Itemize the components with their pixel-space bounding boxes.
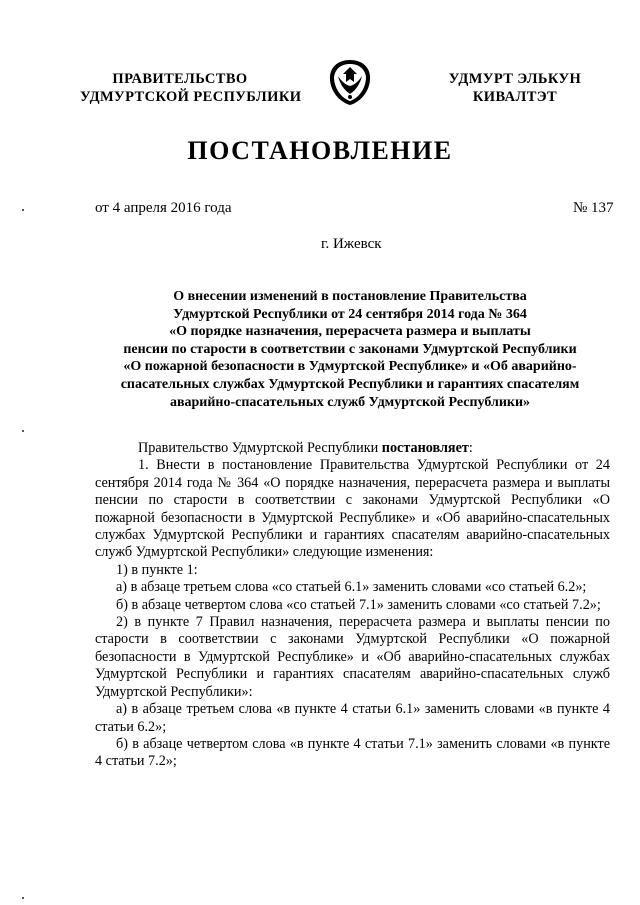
subject-line: спасательных службах Удмуртской Республики и гарантиях спасателям bbox=[120, 376, 580, 392]
intro-paragraph bbox=[95, 440, 610, 457]
subject-line: аварийно-спасательных служб Удмуртской Республики» bbox=[169, 394, 531, 410]
subject-line: Удмуртской Республики от 24 сентября 2014 года № 364 bbox=[173, 306, 527, 322]
udmurtia-emblem-icon bbox=[327, 58, 373, 106]
intro-colon: : bbox=[468, 440, 473, 456]
scan-mark bbox=[22, 209, 24, 211]
header-right bbox=[420, 70, 610, 106]
subject-line: «О порядке назначения, перерасчета размера и выплаты bbox=[169, 324, 531, 340]
document-title: ПОСТАНОВЛЕНИЕ bbox=[187, 136, 453, 165]
subject-line: пенсии по старости в соответствии с законами Удмуртской Республики bbox=[123, 341, 577, 357]
paragraph-1-1-b: б) в абзаце четвертом слова «со статьей 7.1» заменить словами «со статьей 7.2»; bbox=[116, 596, 601, 613]
paragraph-1: 1. Внести в постановление Правительства Удмуртской Республики от 24 сентября 2014 года № 364 «О порядке назначения, перерасчета размера и выплаты пенсии по старости в соответствии с законами Удмуртской Республики «О пожарной безопасности в Удмуртской Республике» и «Об аварийно-спасательных службах Удмуртской Республики и гарантиях спасателям аварийно-спасательных служб Удмуртской Республики» следующие изменения: bbox=[95, 457, 610, 561]
intro-keyword: постановляет bbox=[381, 440, 469, 456]
scan-mark bbox=[22, 897, 24, 899]
subject-line: «О пожарной безопасности в Удмуртской Республике» и «Об аварийно- bbox=[123, 359, 577, 375]
header-right-line1: УДМУРТ ЭЛЬКУН bbox=[448, 71, 582, 87]
document-number: № 137 bbox=[573, 200, 614, 216]
paragraph-1-2: 2) в пункте 7 Правил назначения, перерасчета размера и выплаты пенсии по старости в соответствии с законами Удмуртской Республики «О пожарной безопасности в Удмуртской Республике» и «Об аварийно-спасательных службах Удмуртской Республики и гарантиях спасателям аварийно-спасательных служб Удмуртской Республики»: bbox=[95, 614, 610, 700]
paragraph-1-1: 1) в пункте 1: bbox=[116, 561, 198, 578]
document-subject bbox=[60, 288, 640, 411]
scan-mark bbox=[22, 430, 24, 432]
header-left bbox=[80, 70, 302, 106]
document-date: от 4 апреля 2016 года bbox=[95, 200, 232, 216]
paragraph-1-2-a: а) в абзаце третьем слова «в пункте 4 статьи 6.1» заменить словами «в пункте 4 статьи 6.2»; bbox=[95, 701, 610, 735]
header-right-line2: КИВАЛТЭТ bbox=[472, 89, 558, 105]
paragraph-1-2-b: б) в абзаце четвертом слова «в пункте 4 статьи 7.1» заменить словами «в пункте 4 статьи 7.2»; bbox=[95, 735, 610, 770]
intro-text: Правительство Удмуртской Республики bbox=[138, 440, 382, 456]
header-left-line2: УДМУРТСКОЙ РЕСПУБЛИКИ bbox=[80, 89, 302, 105]
header-left-line1: ПРАВИТЕЛЬСТВО bbox=[112, 71, 248, 87]
document-city: г. Ижевск bbox=[321, 236, 382, 252]
subject-line: О внесении изменений в постановление Правительства bbox=[173, 289, 527, 304]
document-body bbox=[95, 440, 610, 771]
paragraph-1-1-a: а) в абзаце третьем слова «со статьей 6.1» заменить словами «со статьей 6.2»; bbox=[116, 579, 587, 596]
